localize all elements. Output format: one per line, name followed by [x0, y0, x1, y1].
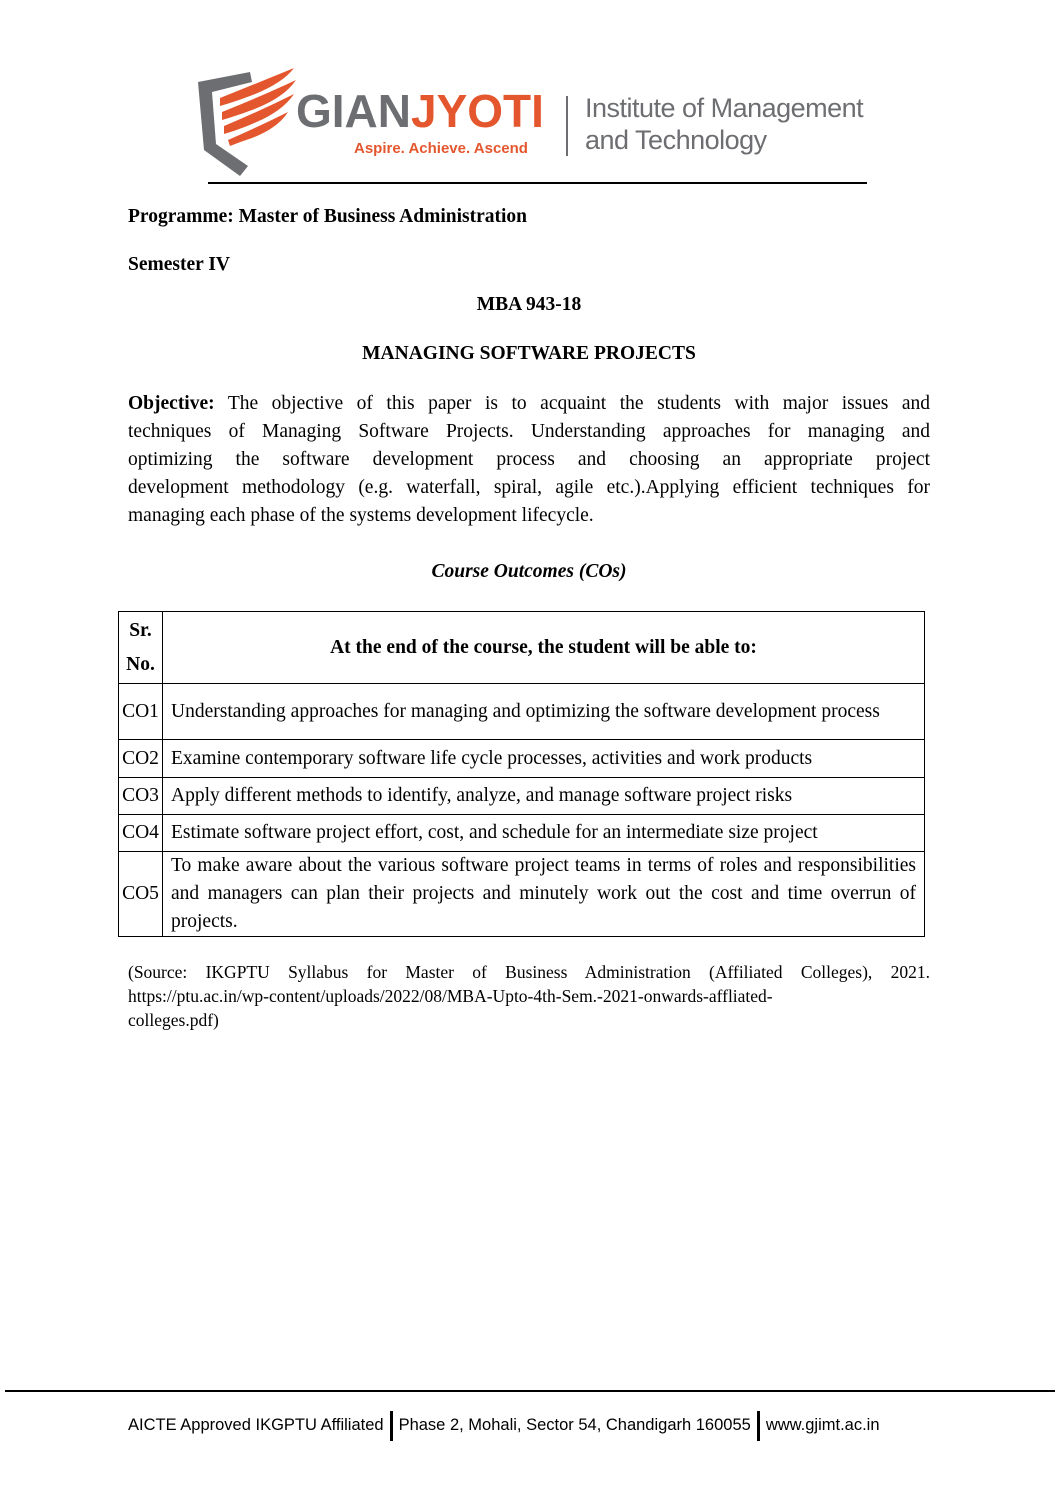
course-outcomes-table	[118, 611, 925, 937]
objective-line-2: techniques of Managing Software Projects. Understanding approaches for managing and	[128, 421, 930, 442]
footer-rule	[5, 1390, 1055, 1392]
outcome-header: At the end of the course, the student will be able to:	[163, 612, 925, 684]
co-text: To make aware about the various software project teams in terms of roles and responsibilities and managers can plan their projects and minutely work out the cost and time overrun of projects.	[163, 852, 925, 937]
co-text: Estimate software project effort, cost, and schedule for an intermediate size project	[163, 815, 925, 852]
source-url[interactable]: https://ptu.ac.in/wp-content/uploads/2022/08/MBA-Upto-4th-Sem.-2021-onwards-affliated-	[128, 986, 773, 1006]
brand-name-jyoti: JYOTI	[411, 85, 544, 137]
co-id: CO2	[119, 740, 163, 778]
table-row	[119, 815, 925, 852]
footer-separator	[390, 1411, 393, 1441]
co-id: CO5	[119, 852, 163, 937]
course-outcomes-heading: Course Outcomes (COs)	[431, 561, 627, 582]
table-row	[119, 740, 925, 778]
footer-address: Phase 2, Mohali, Sector 54, Chandigarh 160055	[398, 1416, 751, 1434]
objective-line-4: development methodology (e.g. waterfall, spiral, agile etc.).Applying efficient techniques for	[128, 477, 930, 498]
table-header-row	[119, 612, 925, 684]
objective-label: Objective:	[128, 393, 215, 414]
co-id: CO1	[119, 684, 163, 740]
objective-paragraph	[128, 390, 930, 530]
source-line-1: (Source: IKGPTU Syllabus for Master of Business Administration (Affiliated Colleges), 2021.	[128, 962, 930, 982]
objective-line-5: managing each phase of the systems development lifecycle.	[128, 505, 594, 526]
course-title: MANAGING SOFTWARE PROJECTS	[362, 343, 696, 364]
co-id: CO4	[119, 815, 163, 852]
page-footer	[128, 1410, 880, 1441]
institute-name	[585, 92, 863, 156]
footer-website-link[interactable]: www.gjimt.ac.in	[765, 1416, 880, 1434]
co-text: Apply different methods to identify, analyze, and manage software project risks	[163, 778, 925, 815]
sr-no-header-line2: No.	[126, 653, 155, 675]
objective-line-3: optimizing the software development process and choosing an appropriate project	[128, 449, 930, 470]
brand-name	[296, 85, 544, 137]
sr-no-header-line1: Sr.	[129, 619, 152, 641]
letterhead	[190, 62, 870, 186]
table-row	[119, 778, 925, 815]
co-text: Understanding approaches for managing and optimizing the software development process	[163, 684, 925, 740]
brand-tagline: Aspire. Achieve. Ascend	[354, 140, 528, 157]
co-id: CO3	[119, 778, 163, 815]
co-text: Examine contemporary software life cycle processes, activities and work products	[163, 740, 925, 778]
header-rule	[208, 182, 867, 184]
header-divider	[566, 96, 568, 156]
source-line-3: colleges.pdf)	[128, 1010, 219, 1030]
footer-accreditation: AICTE Approved IKGPTU Affiliated	[128, 1416, 384, 1434]
source-citation	[128, 960, 930, 1032]
footer-separator	[757, 1411, 760, 1441]
course-code: MBA 943-18	[476, 294, 582, 315]
programme-line: Programme: Master of Business Administration	[128, 206, 527, 227]
semester-line: Semester IV	[128, 254, 230, 275]
shield-logo-icon	[190, 62, 300, 186]
objective-text-1: The objective of this paper is to acquaint the students with major issues and	[214, 393, 930, 414]
objective-line-1	[128, 390, 930, 418]
brand-name-gian: GIAN	[296, 85, 411, 137]
sr-no-header	[119, 612, 163, 684]
table-row	[119, 852, 925, 937]
table-row	[119, 684, 925, 740]
institute-name-line2: and Technology	[585, 125, 767, 155]
institute-name-line1: Institute of Management	[585, 93, 864, 123]
